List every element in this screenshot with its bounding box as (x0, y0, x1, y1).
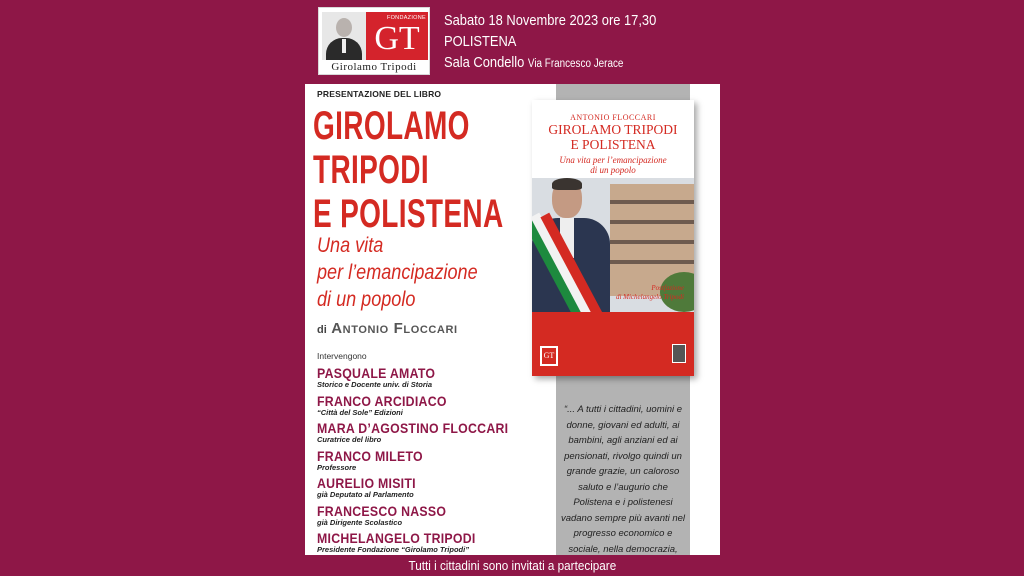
event-info (444, 10, 656, 75)
speaker-name: MARA D’AGOSTINO FLOCCARI (317, 420, 509, 436)
speaker-name: FRANCO MILETO (317, 447, 423, 464)
book-subtitle-line: Una vita per l’emancipazione (559, 155, 667, 165)
speaker-role: già Dirigente Scolastico (317, 517, 403, 527)
portrait-photo (322, 12, 366, 60)
poster-subtitle (317, 232, 478, 313)
book-red-band (532, 312, 694, 376)
event-city: POLISTENA (444, 33, 517, 50)
footer-text: Tutti i cittadini sono invitati a partecipare (408, 558, 616, 573)
book-title-line: E POLISTENA (570, 137, 656, 152)
book-postface-line: Postfazione (651, 284, 684, 292)
presentation-label: PRESENTAZIONE DEL LIBRO (317, 89, 442, 99)
book-title-line: GIROLAMO TRIPODI (548, 122, 678, 137)
event-venue: Sala Condello (444, 54, 525, 71)
speaker-role: Curatrice del libro (317, 435, 382, 444)
speaker-role: Storico e Docente univ. di Storia (317, 380, 433, 389)
speaker-name: AURELIO MISITI (317, 475, 416, 491)
title-line: E POLISTENA (313, 192, 504, 236)
book-postface-line: di Michelangelo Tripodi (615, 292, 684, 301)
speaker-name: MICHELANGELO TRIPODI (317, 530, 476, 546)
subtitle-line: Una vita (317, 234, 384, 257)
book-subtitle-line: di un popolo (590, 165, 636, 175)
logo-foundation-label: FONDAZIONE (386, 15, 426, 21)
event-venue-line (444, 52, 656, 75)
publisher-logo (540, 346, 558, 366)
author-line (317, 320, 458, 338)
book-cover (532, 100, 694, 376)
footer-invitation (0, 557, 1024, 575)
book-author: ANTONIO FLOCCARI (570, 113, 656, 122)
author-prefix: di (317, 324, 327, 336)
author-name: Antonio Floccari (331, 320, 458, 337)
event-date: Sabato 18 Novembre 2023 ore 17,30 (444, 12, 657, 29)
speaker-name: PASQUALE AMATO (317, 365, 436, 381)
speaker-role: Professore (317, 462, 357, 472)
poster-title (313, 104, 504, 236)
title-line: TRIPODI (313, 148, 430, 192)
speaker-name: FRANCESCO NASSO (317, 502, 447, 519)
author-thumbnail (672, 344, 686, 363)
publisher-logo-text: GT (542, 348, 556, 364)
speaker-role: Presidente Fondazione “Girolamo Tripodi” (317, 545, 469, 554)
book-postface (532, 284, 692, 301)
event-poster (305, 84, 720, 555)
quote-text: “... A tutti i cittadini, uomini e donne, giovani ed adulti, ai bambini, agli anziani ed ai pensionati, rivolgo quindi un grande grazie, un caloroso saluto e l’augurio che Polistena e i polistenesi vadano sempre più avanti nel progresso economico e sociale, nella democrazia, (560, 404, 686, 555)
foundation-logo (318, 7, 430, 75)
book-title (532, 122, 694, 152)
speakers-label: Intervengono (317, 351, 367, 361)
speaker-name: FRANCO ARCIDIACO (317, 392, 447, 409)
subtitle-line: di un popolo (317, 288, 416, 311)
speaker-role: già Deputato al Parlamento (317, 490, 414, 499)
title-line: GIROLAMO (313, 104, 470, 148)
logo-name: Girolamo Tripodi (331, 61, 417, 73)
logo-initials: GT (374, 20, 420, 57)
speaker-role: “Città del Sole” Edizioni (317, 407, 403, 417)
book-subtitle (532, 155, 694, 175)
subtitle-line: per l’emancipazione (317, 261, 478, 284)
event-address: Via Francesco Jerace (527, 58, 624, 70)
